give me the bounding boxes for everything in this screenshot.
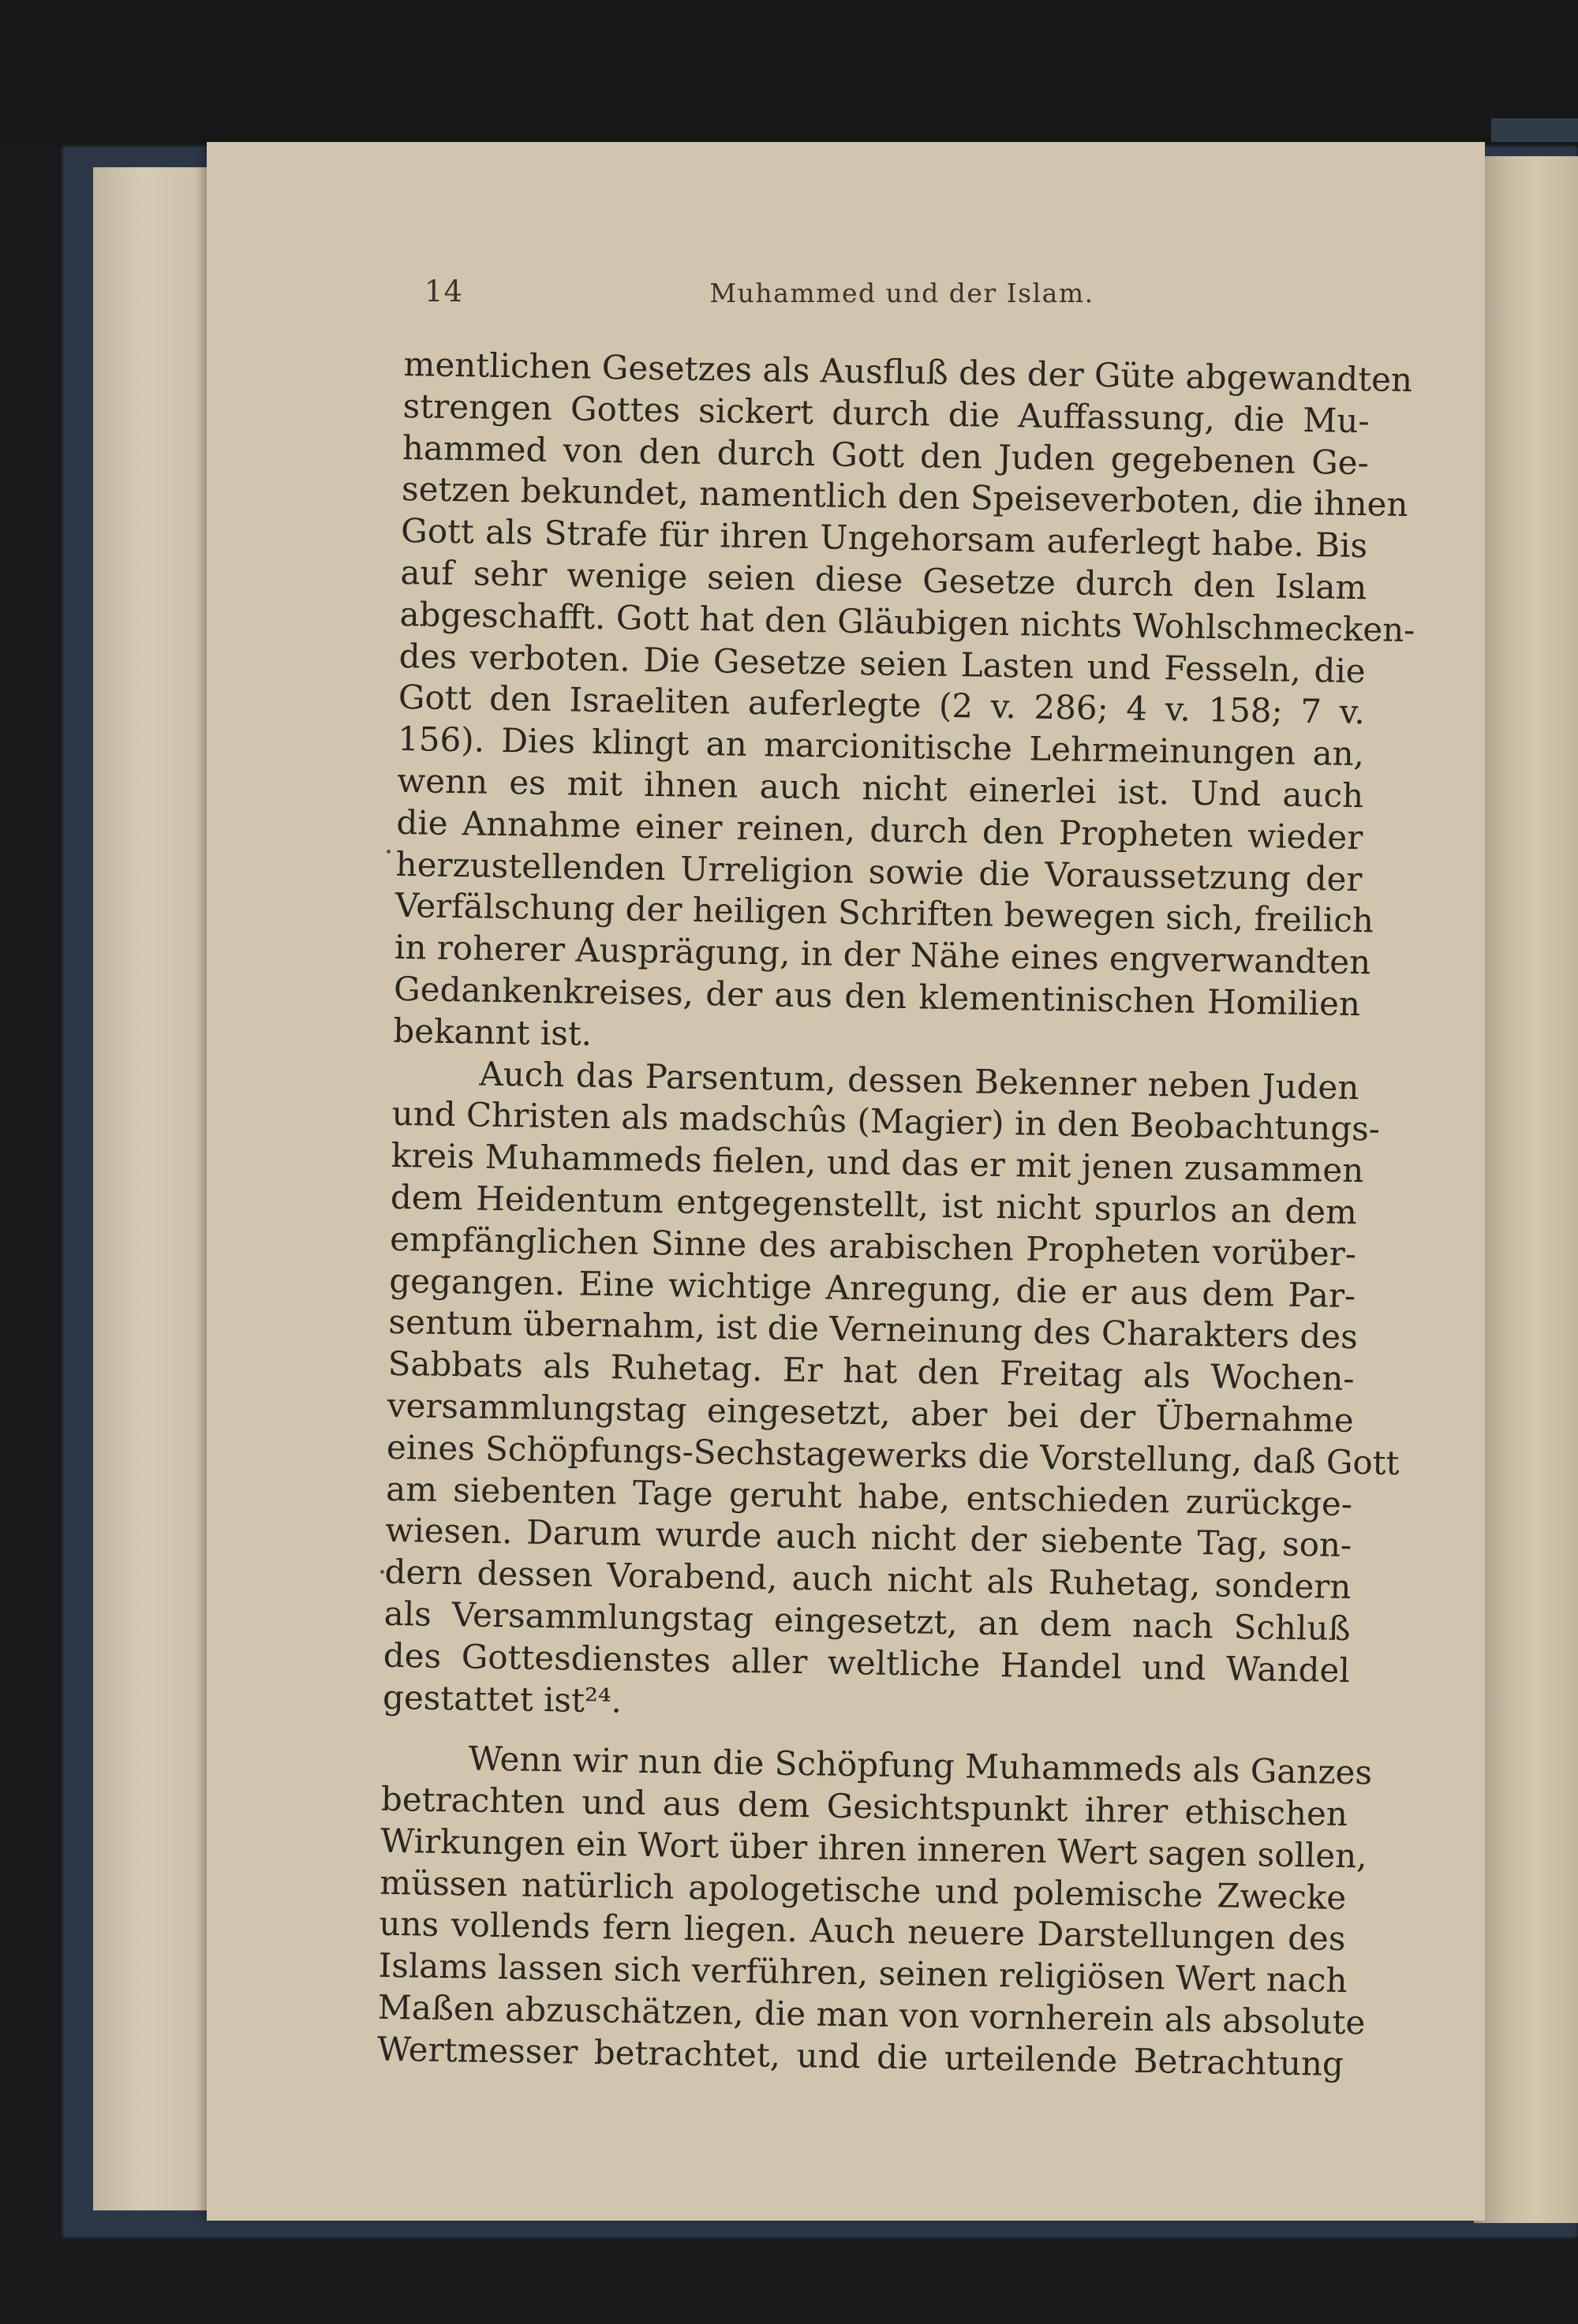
text-line: kreis Muhammeds fielen, und das er mit jenen zusammen bbox=[391, 1136, 1364, 1190]
text-line: Maßen abzuschätzen, die man von vornherein als absolute bbox=[377, 1987, 1366, 2042]
text-line: Verfälschung der heiligen Schriften bewegen sich, freilich bbox=[394, 886, 1374, 940]
text-line: des verboten. Die Gesetze seien Lasten und Fesseln, die bbox=[398, 636, 1367, 690]
text-line: betrachten und aus dem Gesichtspunkt ihrer ethischen bbox=[380, 1779, 1348, 1834]
text-line: und Christen als madschûs (Magier) in den Beobachtungs- bbox=[391, 1094, 1381, 1149]
paragraph-1 bbox=[392, 344, 1415, 1067]
text-line: auf sehr wenige seien diese Gesetze durch den Islam bbox=[400, 552, 1367, 607]
text-line: Auch das Parsentum, dessen Bekenner neben Juden bbox=[479, 1054, 1359, 1107]
paragraph-3 bbox=[376, 1737, 1373, 2086]
text-line: wenn es mit ihnen auch nicht einerlei ist. Und auch bbox=[396, 760, 1364, 816]
text-line: Wirkungen ein Wort über ihren inneren Wert sagen sollen, bbox=[380, 1821, 1368, 1876]
text-line: Gott den Israeliten auferlegte (2 v. 286; 4 v. 158; 7 v. bbox=[398, 678, 1366, 732]
text-line: versammlungstag eingesetzt, aber bei der Übernahme bbox=[387, 1385, 1355, 1440]
text-line: dern dessen Vorabend, auch nicht als Ruhetag, sondern bbox=[384, 1552, 1352, 1607]
text-line: abgeschafft. Gott hat den Gläubigen nichts Wohlschmecken- bbox=[399, 594, 1415, 649]
text-line: gegangen. Eine wichtige Anregung, die er aus dem Par- bbox=[388, 1261, 1356, 1315]
text-line: hammed von den durch Gott den Juden gegebenen Ge- bbox=[402, 428, 1370, 482]
text-line: müssen natürlich apologetische und polemische Zwecke bbox=[379, 1863, 1347, 1917]
page-number: 14 bbox=[424, 275, 464, 308]
text-line: herzustellenden Urreligion sowie die Voraussetzung der bbox=[395, 844, 1363, 899]
text-line: am siebenten Tage geruht habe, entschieden zurückge- bbox=[385, 1469, 1353, 1523]
backdrop bbox=[0, 0, 1578, 150]
page-header bbox=[424, 275, 1379, 314]
text-line: Gott als Strafe für ihren Ungehorsam auferlegt habe. Bis bbox=[400, 511, 1368, 566]
text-line: als Versammlungstag eingesetzt, an dem nach Schluß bbox=[383, 1594, 1351, 1648]
text-line: empfänglichen Sinne des arabischen Propheten vorüber- bbox=[389, 1219, 1357, 1273]
text-line: 156). Dies klingt an marcionitische Lehrmeinungen an, bbox=[397, 719, 1365, 774]
text-line: des Gottesdienstes aller weltliche Handel und Wandel bbox=[383, 1635, 1351, 1690]
text-line: wiesen. Darum wurde auch nicht der siebente Tag, son- bbox=[384, 1511, 1352, 1565]
running-title: Muhammed und der Islam. bbox=[709, 278, 1094, 308]
text-line: mentlichen Gesetzes als Ausfluß des der Güte abgewandten bbox=[403, 344, 1413, 400]
ink-speck bbox=[380, 1570, 384, 1574]
text-line: Wertmesser betrachtet, und die urteilende Betrachtung bbox=[376, 2029, 1344, 2083]
text-line: eines Schöpfungs-Sechstagewerks die Vorstellung, daß Gott bbox=[386, 1427, 1400, 1482]
text-line: gestattet ist²⁴. bbox=[382, 1677, 623, 1721]
text-line: die Annahme einer reinen, durch den Propheten wieder bbox=[396, 802, 1363, 857]
ink-speck bbox=[387, 850, 391, 854]
text-line: strengen Gottes sickert durch die Auffassung, die Mu- bbox=[402, 386, 1370, 441]
text-line: in roherer Ausprägung, in der Nähe eines engverwandten bbox=[394, 928, 1371, 982]
paragraph-2 bbox=[382, 1052, 1400, 1733]
book-cover-edge bbox=[1491, 118, 1578, 142]
body-text bbox=[376, 344, 1415, 2086]
text-line: sentum übernahm, ist die Verneinung des Charakters des bbox=[388, 1302, 1359, 1357]
text-line: bekannt ist. bbox=[392, 1011, 593, 1053]
text-line: Sabbats als Ruhetag. Er hat den Freitag als Wochen- bbox=[387, 1343, 1355, 1399]
text-line: Gedankenkreises, der aus den klementinischen Homilien bbox=[393, 969, 1361, 1024]
text-line: setzen bekundet, namentlich den Speiseverboten, die ihnen bbox=[401, 469, 1408, 525]
text-line: Islams lassen sich verführen, seinen religiösen Wert nach bbox=[378, 1946, 1348, 2001]
text-line: dem Heidentum entgegenstellt, ist nicht spurlos an dem bbox=[390, 1177, 1358, 1232]
book-gutter bbox=[1474, 156, 1578, 2223]
text-line: Wenn wir nun die Schöpfung Muhammeds als Ganzes bbox=[468, 1739, 1373, 1792]
text-line: uns vollends fern liegen. Auch neuere Darstellungen des bbox=[379, 1904, 1346, 1959]
page-stack bbox=[93, 167, 211, 2210]
